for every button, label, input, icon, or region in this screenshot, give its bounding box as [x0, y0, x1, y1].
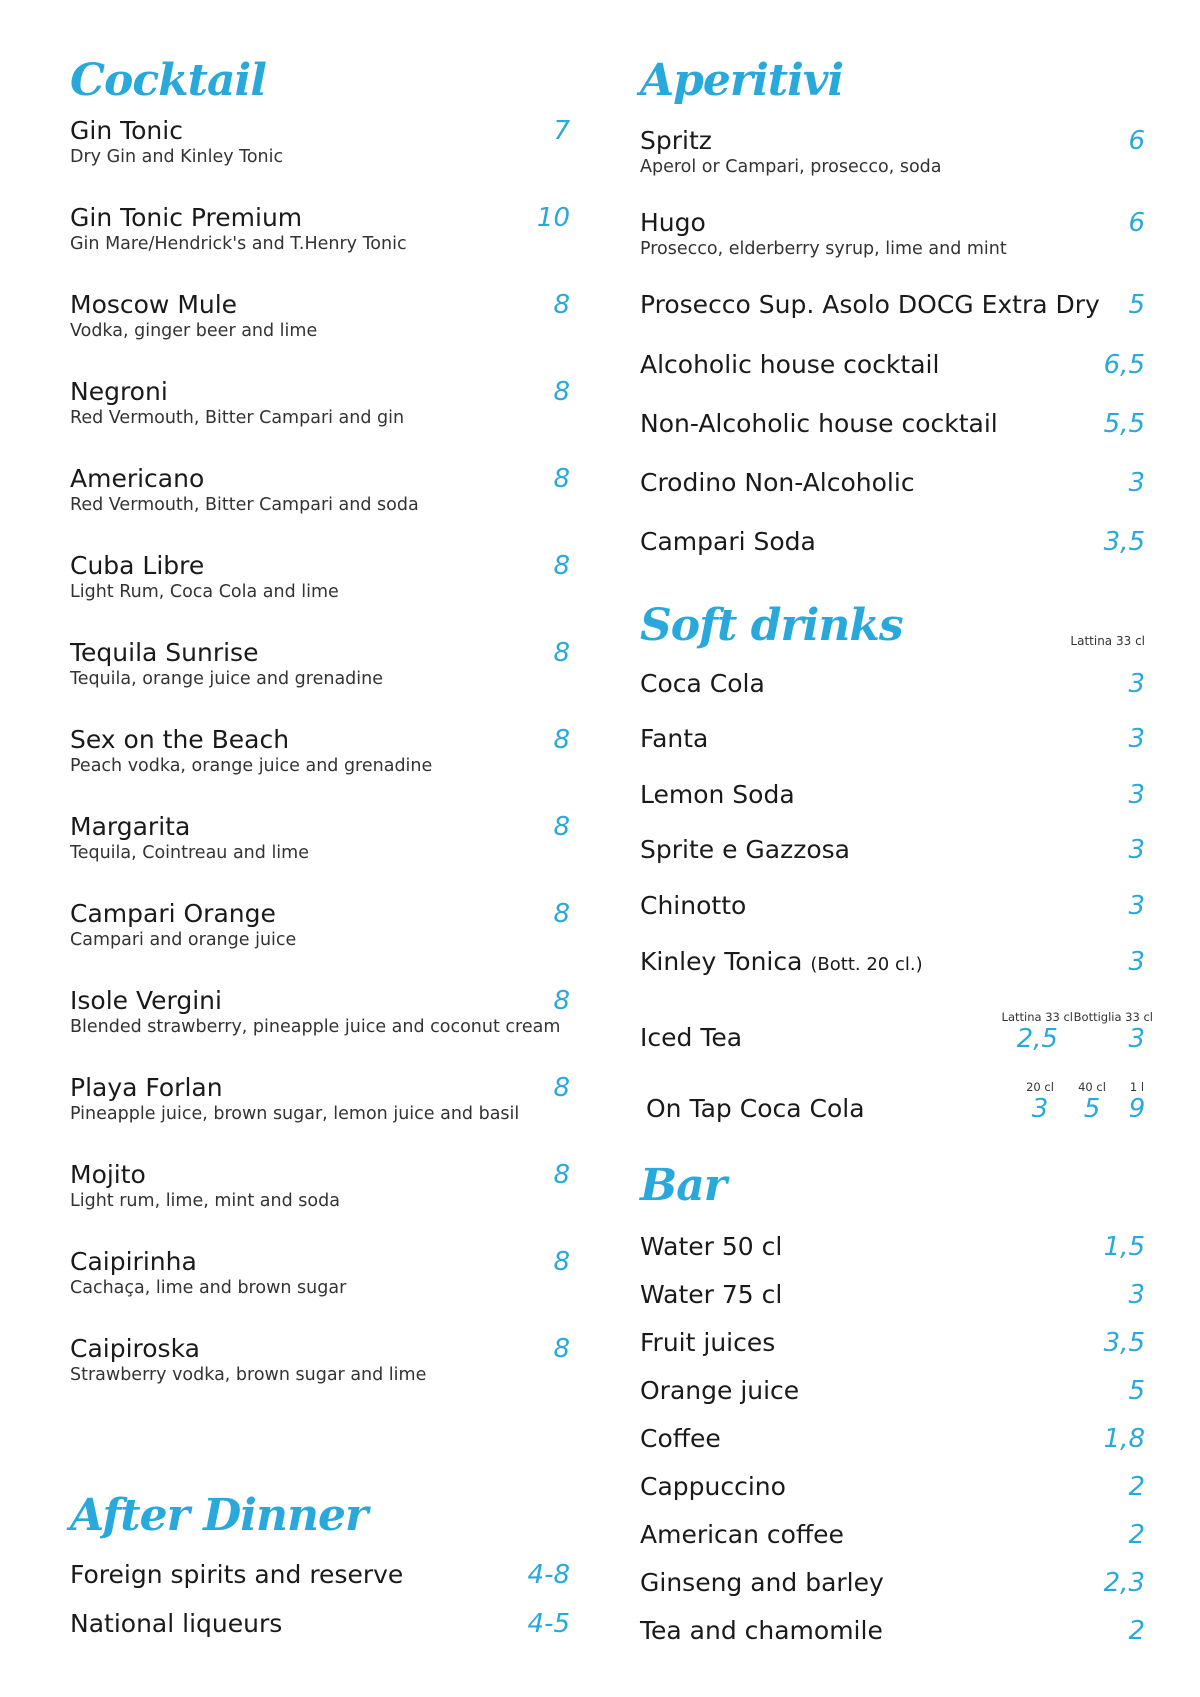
menu-item: [640, 724, 1145, 754]
item-price: 6,5: [1103, 350, 1145, 380]
aperitivi-heading: Aperitivi: [640, 55, 844, 106]
item-name-text: Kinley Tonica: [640, 947, 803, 976]
item-description: Peach vodka, orange juice and grenadine: [70, 756, 433, 776]
item-name: Sex on the Beach: [70, 725, 290, 754]
menu-item: [640, 1472, 1145, 1502]
menu-item: [70, 464, 570, 516]
menu-item: [70, 1073, 570, 1125]
size-label: 40 cl: [1078, 1080, 1106, 1094]
item-name: Lemon Soda: [640, 780, 795, 809]
item-price: 4-5: [527, 1609, 570, 1639]
menu-item: [640, 1568, 1145, 1598]
item-name: Foreign spirits and reserve: [70, 1560, 404, 1589]
size-price: 5: [1083, 1094, 1101, 1124]
item-description: Campari and orange juice: [70, 930, 297, 950]
item-description: Pineapple juice, brown sugar, lemon juice and basil: [70, 1104, 520, 1124]
menu-item: [70, 1334, 570, 1386]
menu-item: [640, 1280, 1145, 1310]
size-label: 1 l: [1129, 1080, 1145, 1094]
item-name: Cappuccino: [640, 1472, 786, 1501]
menu-item: [70, 116, 570, 168]
menu-item: [640, 1232, 1145, 1262]
menu-item: [640, 1376, 1145, 1406]
item-name: Americano: [70, 464, 205, 493]
item-name: Negroni: [70, 377, 168, 406]
size-label: Bottiglia 33 cl: [1073, 1010, 1153, 1024]
menu-item: [70, 986, 570, 1038]
after-dinner-heading: After Dinner: [70, 1490, 368, 1541]
item-price: 3: [1128, 724, 1145, 754]
item-name: Tea and chamomile: [640, 1616, 883, 1645]
item-price: 8: [553, 464, 570, 494]
item-price: 2,3: [1103, 1568, 1145, 1598]
menu-item: [70, 725, 570, 777]
menu-item: [70, 1247, 570, 1299]
item-name: Moscow Mule: [70, 290, 238, 319]
item-price: 6: [1128, 126, 1145, 156]
menu-item: [70, 1609, 570, 1639]
item-description: Vodka, ginger beer and lime: [70, 321, 318, 341]
item-name: Chinotto: [640, 891, 747, 920]
menu-item: [640, 126, 1145, 178]
item-price: 5: [1128, 290, 1145, 320]
item-name: Water 50 cl: [640, 1232, 783, 1261]
size-option: [1002, 1010, 1073, 1054]
item-description: Prosecco, elderberry syrup, lime and mint: [640, 239, 1007, 259]
item-name: Fanta: [640, 724, 709, 753]
item-price: 3: [1128, 468, 1145, 498]
item-price: 8: [553, 377, 570, 407]
bar-heading: Bar: [640, 1160, 726, 1211]
item-name: Tequila Sunrise: [70, 638, 259, 667]
menu-item: [640, 468, 1145, 498]
menu-item: [640, 1424, 1145, 1454]
item-price: 4-8: [527, 1560, 570, 1590]
size-option: [1020, 1080, 1060, 1124]
item-name: Campari Orange: [70, 899, 276, 928]
menu-item: [640, 891, 1145, 921]
item-description: Red Vermouth, Bitter Campari and gin: [70, 408, 405, 428]
size-price: 9: [1128, 1094, 1146, 1124]
menu-item: [70, 638, 570, 690]
menu-item: [640, 1328, 1145, 1358]
item-price: 8: [553, 1160, 570, 1190]
item-price: 2: [1128, 1472, 1145, 1502]
item-name: Iced Tea: [640, 1023, 743, 1052]
item-price: 2: [1128, 1520, 1145, 1550]
menu-item: [640, 290, 1145, 320]
item-name: American coffee: [640, 1520, 844, 1549]
item-description: Strawberry vodka, brown sugar and lime: [70, 1365, 427, 1385]
menu-item: [70, 377, 570, 429]
size-price: 3: [1128, 1024, 1145, 1054]
item-price: 8: [553, 1334, 570, 1364]
item-name: Sprite e Gazzosa: [640, 835, 850, 864]
item-price: 10: [536, 203, 570, 233]
item-name: Playa Forlan: [70, 1073, 223, 1102]
soft-drinks-heading: Soft drinks: [640, 600, 903, 651]
item-name: Isole Vergini: [70, 986, 222, 1015]
item-price: 8: [553, 812, 570, 842]
item-description: Red Vermouth, Bitter Campari and soda: [70, 495, 419, 515]
item-name: Non-Alcoholic house cocktail: [640, 409, 998, 438]
item-description: Light Rum, Coca Cola and lime: [70, 582, 339, 602]
item-name: On Tap Coca Cola: [646, 1094, 865, 1123]
item-description: Gin Mare/Hendrick's and T.Henry Tonic: [70, 234, 407, 254]
menu-item: [70, 899, 570, 951]
menu-item: [70, 203, 570, 255]
menu-item: [640, 350, 1145, 380]
size-label: 20 cl: [1026, 1080, 1054, 1094]
item-name: Gin Tonic Premium: [70, 203, 303, 232]
item-name: Margarita: [70, 812, 191, 841]
item-name: National liqueurs: [70, 1609, 283, 1638]
item-name: Ginseng and barley: [640, 1568, 884, 1597]
item-price: 8: [553, 986, 570, 1016]
item-name: Caipiroska: [70, 1334, 200, 1363]
size-price: 2,5: [1016, 1024, 1058, 1054]
item-name: Crodino Non-Alcoholic: [640, 468, 915, 497]
item-price: 5: [1128, 1376, 1145, 1406]
item-name: Water 75 cl: [640, 1280, 783, 1309]
item-description: Aperol or Campari, prosecco, soda: [640, 157, 942, 177]
item-name: Alcoholic house cocktail: [640, 350, 940, 379]
size-label: Lattina 33 cl: [1001, 1010, 1073, 1024]
item-price: 3: [1128, 835, 1145, 865]
item-price: 3: [1128, 891, 1145, 921]
item-description: Tequila, Cointreau and lime: [70, 843, 309, 863]
item-name: Mojito: [70, 1160, 146, 1189]
item-description: Light rum, lime, mint and soda: [70, 1191, 340, 1211]
item-name: Cuba Libre: [70, 551, 205, 580]
item-name: Campari Soda: [640, 527, 816, 556]
item-price: 3: [1128, 669, 1145, 699]
menu-item: [70, 1560, 570, 1590]
item-price: 8: [553, 899, 570, 929]
item-description: Cachaça, lime and brown sugar: [70, 1278, 347, 1298]
menu-item: [640, 208, 1145, 260]
menu-item: [70, 1160, 570, 1212]
item-price: 3,5: [1103, 527, 1145, 557]
item-description: Tequila, orange juice and grenadine: [70, 669, 383, 689]
item-name: Caipirinha: [70, 1247, 197, 1276]
menu-item: [640, 1616, 1145, 1646]
item-name: Orange juice: [640, 1376, 800, 1405]
item-name: Coffee: [640, 1424, 721, 1453]
menu-item: [70, 551, 570, 603]
item-description: Blended strawberry, pineapple juice and coconut cream: [70, 1017, 561, 1037]
item-price: 8: [553, 1247, 570, 1277]
item-price: 3,5: [1103, 1328, 1145, 1358]
menu-item: [640, 409, 1145, 439]
menu-item: [640, 835, 1145, 865]
menu-item: [640, 780, 1145, 810]
item-price: 3: [1128, 780, 1145, 810]
size-price: 3: [1031, 1094, 1049, 1124]
item-price: 8: [553, 551, 570, 581]
item-price: 8: [553, 725, 570, 755]
item-price: 8: [553, 638, 570, 668]
item-price: 2: [1128, 1616, 1145, 1646]
item-name: Hugo: [640, 208, 706, 237]
item-name: Coca Cola: [640, 669, 765, 698]
size-option: [1074, 1010, 1153, 1054]
can-size-note: Lattina 33 cl: [1070, 634, 1145, 648]
item-name: Gin Tonic: [70, 116, 183, 145]
item-name: Prosecco Sup. Asolo DOCG Extra Dry: [640, 290, 1100, 319]
item-price: 1,5: [1103, 1232, 1145, 1262]
menu-item: [640, 1520, 1145, 1550]
cocktail-heading: Cocktail: [70, 55, 266, 106]
size-option: [1072, 1080, 1112, 1124]
menu-item: [640, 527, 1145, 557]
item-price: 8: [553, 1073, 570, 1103]
item-price: 7: [553, 116, 570, 146]
item-price: 3: [1128, 947, 1145, 977]
bottle-size-note: (Bott. 20 cl.): [810, 954, 923, 975]
item-description: Dry Gin and Kinley Tonic: [70, 147, 284, 167]
menu-item: [640, 669, 1145, 699]
item-price: 1,8: [1103, 1424, 1145, 1454]
size-option: [1117, 1080, 1157, 1124]
menu-item: [70, 290, 570, 342]
item-price: 6: [1128, 208, 1145, 238]
item-price: 3: [1128, 1280, 1145, 1310]
item-name: Fruit juices: [640, 1328, 776, 1357]
menu-item: [640, 947, 1145, 980]
item-name: Spritz: [640, 126, 712, 155]
item-name: [640, 947, 1145, 980]
item-price: 5,5: [1103, 409, 1145, 439]
menu-item: [70, 812, 570, 864]
item-price: 8: [553, 290, 570, 320]
